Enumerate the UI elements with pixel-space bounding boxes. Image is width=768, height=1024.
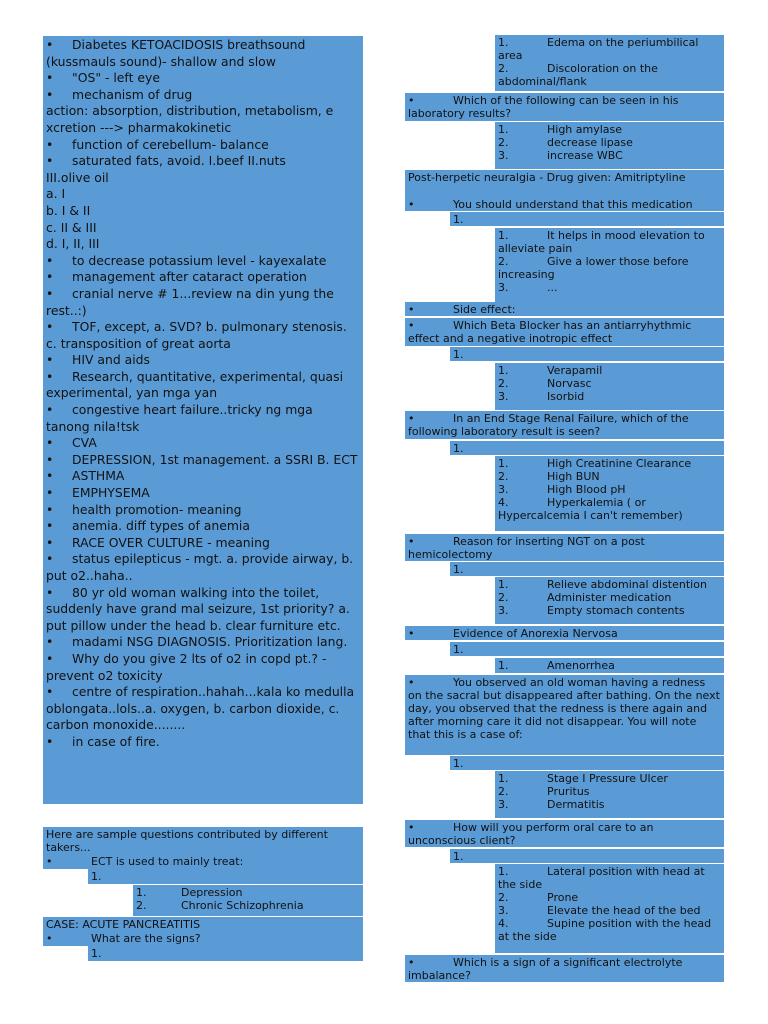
ano-question	[405, 626, 724, 640]
bullet-item	[46, 551, 360, 584]
ph-question-text: You should understand that this medication	[453, 198, 693, 211]
item-text: anemia. diff types of anemia	[72, 518, 250, 534]
text-line	[46, 170, 360, 187]
beta-option: 1. Verapamil	[498, 364, 603, 377]
item-text: action: absorption, distribution, metabolism, e xcretion ---> pharmakokinetic	[46, 103, 334, 135]
oral-option: 4. Supine position with the head at the side	[498, 917, 712, 943]
item-text: madami NSG DIAGNOSIS. Prioritization lang.	[72, 634, 348, 650]
sacral-question-text: You observed an old woman having a redness on the sacral but disappeared after bathing. On the next day, you observed that the redness is there again and after morning care it did not disappear. You will note that this is a case of:	[408, 676, 720, 741]
item-text: III.olive oil	[46, 169, 109, 185]
electro-question	[405, 955, 724, 982]
ect-num-row	[88, 869, 363, 884]
bullet-item	[46, 153, 360, 170]
text-line	[46, 220, 360, 237]
text-line	[46, 186, 360, 203]
bullet-item	[46, 369, 360, 402]
bullet-item	[46, 137, 360, 154]
item-text: b. I & II	[46, 202, 91, 218]
ect-options	[133, 885, 363, 916]
item-text: TOF, except, a. SVD? b. pulmonary stenosis. c. transposition of great aorta	[46, 319, 347, 351]
lab-option: 1. High amylase	[498, 123, 623, 136]
ph-num: 1.	[453, 213, 464, 226]
beta-num: 1.	[453, 348, 464, 361]
item-text: a. I	[46, 186, 66, 202]
signs-question	[43, 931, 363, 946]
sacral-num: 1.	[453, 757, 464, 770]
esrf-options	[495, 456, 724, 531]
ph-title-text: Post-herpetic neuralgia - Drug given: Amitriptyline	[408, 171, 686, 184]
esrf-num-row	[450, 441, 724, 455]
lab-question-text: Which of the following can be seen in his laboratory results?	[408, 94, 679, 120]
esrf-num: 1.	[453, 442, 464, 455]
ano-options	[495, 658, 724, 673]
item-text: function of cerebellum- balance	[72, 136, 269, 152]
bullet-item	[46, 435, 360, 452]
esrf-question	[405, 411, 724, 439]
sample-intro	[43, 827, 363, 854]
item-text: RACE OVER CULTURE - meaning	[72, 534, 270, 550]
bullet-item	[46, 402, 360, 435]
ph-num-row	[450, 212, 724, 226]
bullet-item	[46, 452, 360, 469]
ph-title	[405, 170, 724, 197]
item-text: cranial nerve # 1...review na din yung the rest..:)	[46, 285, 334, 318]
top-option: 2. Discoloration on the abdominal/flank	[498, 62, 658, 88]
ngt-num-row	[450, 562, 724, 576]
bullet-item	[46, 319, 360, 352]
sacral-option: 3. Dermatitis	[498, 798, 605, 811]
ph-question	[405, 197, 724, 211]
beta-option: 2. Norvasc	[498, 377, 592, 390]
ph-option: 1. It helps in mood elevation to alleviate pain	[498, 229, 705, 255]
left-notes-block	[43, 36, 363, 804]
item-text: to decrease potassium level - kayexalate	[72, 252, 327, 268]
item-text: Diabetes KETOACIDOSIS breathsound (kussmauls sound)- shallow and slow	[46, 37, 306, 69]
ngt-options	[495, 577, 724, 624]
item-text: c. II & III	[46, 219, 97, 235]
ect-question-text: ECT is used to mainly treat:	[91, 855, 244, 868]
sacral-option: 2. Pruritus	[498, 785, 590, 798]
ect-option: 1. Depression	[136, 886, 243, 899]
ngt-option: 1. Relieve abdominal distention	[498, 578, 707, 591]
item-text: EMPHYSEMA	[72, 485, 150, 501]
electro-question-text: Which is a sign of a significant electrolyte imbalance?	[408, 956, 683, 982]
ngt-question-text: Reason for inserting NGT on a post hemicolectomy	[408, 535, 645, 561]
bullet-item	[46, 70, 360, 87]
bullet-item	[46, 253, 360, 270]
bullet-item	[46, 651, 360, 684]
item-text: d. I, II, III	[46, 236, 100, 252]
item-text: health promotion- meaning	[72, 501, 242, 517]
ngt-option: 3. Empty stomach contents	[498, 604, 685, 617]
lab-options	[495, 122, 724, 169]
left-notes-list	[46, 37, 360, 751]
item-text: management after cataract operation	[72, 269, 307, 285]
bullet-item	[46, 585, 360, 635]
oral-question-text: How will you perform oral care to an unconscious client?	[408, 821, 654, 847]
lab-option: 3. increase WBC	[498, 149, 623, 162]
item-text: centre of respiration..hahah...kala ko medulla oblongata..lols..a. oxygen, b. carbon dioxide, c. carbon monoxide........	[46, 684, 355, 733]
ano-question-text: Evidence of Anorexia Nervosa	[453, 627, 618, 640]
bullet-item	[46, 468, 360, 485]
bullet-item	[46, 684, 360, 734]
ect-num: 1.	[91, 870, 102, 883]
esrf-option: 4. Hyperkalemia ( or Hypercalcemia I can't remember)	[498, 496, 683, 522]
item-text: "OS" - left eye	[72, 70, 160, 86]
bullet-item	[46, 37, 360, 70]
sacral-question	[405, 675, 724, 755]
ph-option: 3. ...	[498, 281, 558, 294]
beta-num-row	[450, 347, 724, 361]
bullet-item	[46, 87, 360, 104]
sacral-option: 1. Stage I Pressure Ulcer	[498, 772, 668, 785]
signs-num: 1.	[91, 947, 102, 960]
sacral-num-row	[450, 756, 724, 770]
sacral-options	[495, 771, 724, 818]
bullet-item	[46, 286, 360, 319]
ano-option: 1. Amenorrhea	[498, 659, 615, 672]
esrf-option: 1. High Creatinine Clearance	[498, 457, 692, 470]
bullet-item	[46, 535, 360, 552]
oral-option: 3. Elevate the head of the bed	[498, 904, 701, 917]
oral-num-row	[450, 849, 724, 863]
ano-num: 1.	[453, 643, 464, 656]
item-text: HIV and aids	[72, 352, 150, 368]
oral-num: 1.	[453, 850, 464, 863]
text-line	[46, 103, 360, 136]
item-text: CVA	[72, 435, 97, 451]
esrf-option: 2. High BUN	[498, 470, 600, 483]
case-title-text: CASE: ACUTE PANCREATITIS	[46, 918, 201, 931]
item-text: in case of fire.	[72, 733, 160, 749]
sample-intro-text: Here are sample questions contributed by different takers...	[46, 828, 328, 854]
side-effect	[405, 302, 724, 316]
beta-option: 3. Isorbid	[498, 390, 585, 403]
item-text: ASTHMA	[72, 468, 125, 484]
beta-question	[405, 318, 724, 346]
item-text: Why do you give 2 lts of o2 in copd pt.? - prevent o2 toxicity	[46, 650, 327, 683]
item-text: congestive heart failure..tricky ng mga tanong nila!tsk	[46, 402, 313, 434]
item-text: DEPRESSION, 1st management. a SSRI B. ECT	[72, 451, 358, 467]
bullet-item	[46, 518, 360, 535]
esrf-option: 3. High Blood pH	[498, 483, 626, 496]
ngt-question	[405, 534, 724, 561]
bullet-item	[46, 502, 360, 519]
case-title	[43, 917, 363, 931]
item-text: mechanism of drug	[72, 86, 193, 102]
ect-option: 2. Chronic Schizophrenia	[136, 899, 304, 912]
esrf-question-text: In an End Stage Renal Failure, which of the following laboratory result is seen?	[408, 412, 689, 438]
lab-question	[405, 93, 724, 121]
top-option: 1. Edema on the periumbilical area	[498, 36, 699, 62]
ngt-option: 2. Administer medication	[498, 591, 672, 604]
bullet-item	[46, 634, 360, 651]
signs-question-text: What are the signs?	[91, 932, 201, 945]
bullet-item	[46, 485, 360, 502]
bullet-item	[46, 352, 360, 369]
bullet-item	[46, 269, 360, 286]
ph-options	[495, 228, 724, 302]
item-text: saturated fats, avoid. I.beef II.nuts	[72, 153, 286, 169]
oral-option: 2. Prone	[498, 891, 579, 904]
text-line	[46, 203, 360, 220]
beta-question-text: Which Beta Blocker has an antiarryhythmic effect and a negative inotropic effect	[408, 319, 692, 345]
ano-num-row	[450, 642, 724, 656]
signs-num-row	[88, 946, 363, 961]
lab-option: 2. decrease lipase	[498, 136, 633, 149]
beta-options	[495, 363, 724, 410]
text-line	[46, 236, 360, 253]
item-text: 80 yr old woman walking into the toilet, suddenly have grand mal seizure, 1st priority? a. put pillow under the head b. clear furniture etc.	[46, 584, 350, 633]
oral-question	[405, 820, 724, 847]
ngt-num: 1.	[453, 563, 464, 576]
side-effect-text: Side effect:	[453, 303, 516, 316]
oral-option: 1. Lateral position with head at the side	[498, 865, 705, 891]
item-text: status epilepticus - mgt. a. provide airway, b. put o2..haha..	[46, 551, 354, 583]
ect-question	[43, 854, 363, 869]
oral-options	[495, 864, 724, 953]
item-text: Research, quantitative, experimental, quasi experimental, yan mga yan	[46, 368, 344, 401]
bullet-item	[46, 734, 360, 751]
ph-option: 2. Give a lower those before increasing	[498, 255, 689, 281]
top-options	[495, 35, 724, 91]
